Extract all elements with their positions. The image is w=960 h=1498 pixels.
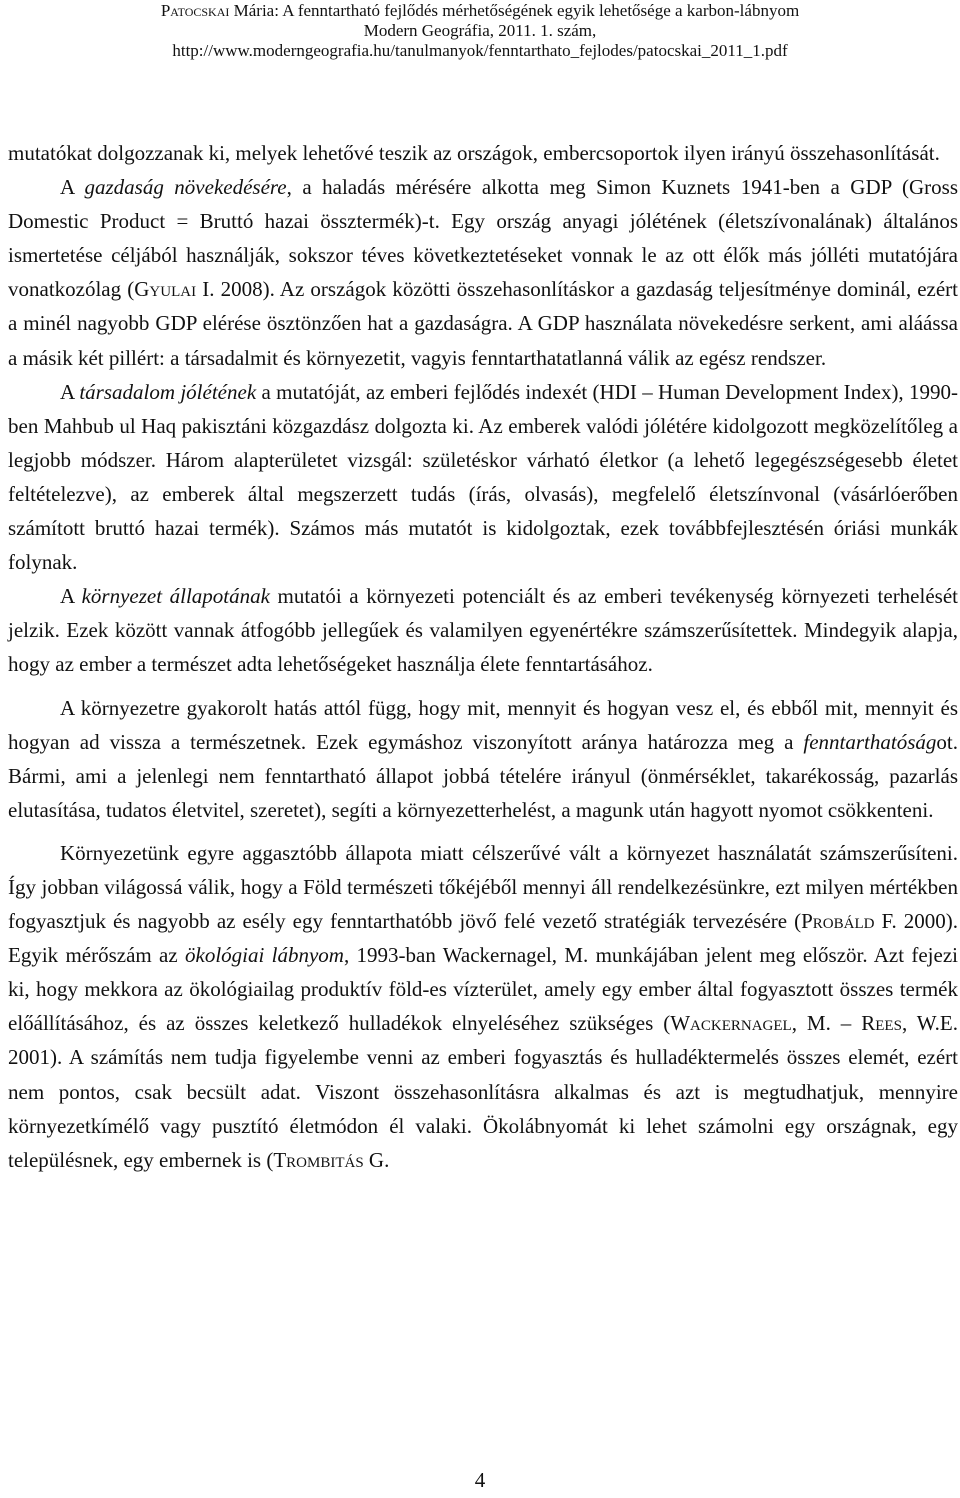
emphasis-text: ökológiai lábnyom bbox=[185, 943, 344, 968]
header-title: Mária: A fenntartható fejlődés mérhetőségének egyik lehetősége a karbon-lábnyom bbox=[229, 1, 800, 20]
header-title-line bbox=[0, 1, 960, 21]
paragraph-text: A bbox=[60, 175, 85, 200]
paragraph-5 bbox=[8, 836, 958, 1177]
paragraph-text: A bbox=[60, 584, 82, 609]
header-author: Patocskai bbox=[160, 1, 230, 20]
paragraph-text: ot. Bármi, ami a jelenlegi nem fenntartható állapot jobbá tételére irányul (önmérséklet, takarékosság, pazarlás elutasítása, tudatos életvitel, szeretet), segíti a környezetterhelést, a magunk után hagyott nyomot csökkenteni. bbox=[8, 729, 958, 822]
paragraph-text: , 1993-ban Wackernagel, M. munkájában jelent meg először. Azt fejezi ki, hogy mekkora az ökológiailag produktív föld-es vízterület, amely egy ember által fogyasztott összes termék előállításához, és az összes keletkező hulladékok elnyeléséhez szükséges ( bbox=[8, 943, 958, 1036]
header-url: http://www.moderngeografia.hu/tanulmanyok/fenntarthato_fejlodes/patocskai_2011_1.pdf bbox=[172, 41, 788, 60]
paragraph-text: F. 2000). Egyik mérőszám az bbox=[8, 909, 958, 968]
emphasis-text: környezet állapotának bbox=[81, 584, 270, 609]
paragraph-4 bbox=[8, 691, 958, 827]
emphasis-text: társadalom jólétének bbox=[79, 379, 257, 404]
page-header bbox=[0, 0, 960, 61]
cited-author: Probáld bbox=[801, 909, 875, 934]
cited-author: Rees bbox=[861, 1011, 902, 1036]
emphasis-text: fenntarthatóság bbox=[803, 729, 937, 754]
paragraph-text: a mutatóját, az emberi fejlődés indexét (HDI – Human Development Index), 1990-ben Mahbub ul Haq pakisztáni közgazdász dolgozta ki. Az emberek valódi jólétére kidolgozott megközelítőleg a legjobb módszer. Három alapterületet vizsgál: születéskor várható életkor (a lehető legegészségesebb életet feltételezve), az emberek által megszerzett tudás (írás, olvasás), megfelelő életszínvonal (vásárlóerőben számított bruttó hazai termék). Számos más mutatót is kidolgoztak, ezek továbbfejlesztésén óriási munkák folynak. bbox=[8, 379, 959, 575]
paragraph-text: Környezetünk egyre aggasztóbb állapota miatt célszerűvé vált a környezet használatát számszerűsíteni. Így jobban világossá válik, hogy a Föld természeti tőkéjéből mennyi áll rendelkezésünkre, ezt milyen mértékben fogyasztjuk és nagyobb az esély egy fenntarthatóbb jövő felé vezető stratégiák tervezésére ( bbox=[8, 840, 958, 934]
cited-author: Trombitás bbox=[273, 1147, 364, 1172]
cited-author: Gyulai bbox=[134, 277, 197, 302]
emphasis-text: gazdaság növekedésére bbox=[84, 175, 287, 200]
paragraph-2 bbox=[8, 375, 958, 580]
paragraph-text: G. bbox=[363, 1147, 390, 1172]
paragraph-text: mutatói a környezeti potenciált és az emberi tevékenység környezeti terhelését jelzik. Ezek között vannak átfogóbb jellegűek és valamilyen egyenértékre számszerűsítettek. Mindegyik alapja, hogy az ember a természet adta lehetőségeket használja élete fenntartásához. bbox=[8, 584, 958, 677]
paragraph-0 bbox=[8, 136, 958, 170]
paragraph-1 bbox=[8, 170, 958, 375]
paragraph-text: , a haladás mérésére alkotta meg Simon Kuznets 1941-ben a GDP (Gross Domestic Product = Bruttó hazai össztermék)-t. Egy ország anyagi jólétének (életszívonalának) általános ismertetése céljából használják, sokszor téves következtetéseket vonnak le az ott élők más jólléti mutatójára vonatkozólag ( bbox=[8, 175, 958, 302]
cited-author: Wackernagel bbox=[670, 1011, 792, 1036]
paragraph-text: A környezetre gyakorolt hatás attól függ, hogy mit, mennyit és hogyan vesz el, és ebből mit, mennyit és hogyan ad vissza a természetnek. Ezek egymáshoz viszonyított aránya határozza meg a bbox=[8, 695, 958, 754]
body-text bbox=[8, 136, 958, 1177]
paragraph-text: , W.E. 2001). A számítás nem tudja figyelembe venni az emberi fogyasztás és hulladéktermelés összes elemét, ezért nem pontos, csak becsült adat. Viszont összehasonlításra alkalmas és azt is megtudhatjuk, mennyire környezetkímélő vagy pusztító életmódon él valaki. Ökolábnyomát ki lehet számolni egy országnak, egy településnek, egy embernek is ( bbox=[8, 1011, 958, 1172]
page-number: 4 bbox=[474, 1468, 486, 1492]
paragraph-3 bbox=[8, 579, 958, 681]
header-journal: Modern Geográfia, 2011. 1. szám, bbox=[363, 21, 597, 40]
paragraph-text: mutatókat dolgozzanak ki, melyek lehetővé teszik az országok, embercsoportok ilyen irányú összehasonlítását. bbox=[8, 141, 940, 165]
paragraph-text: I. 2008). Az országok közötti összehasonlításkor a gazdaság teljesítménye dominál, ezért a minél nagyobb GDP elérése ösztönzően hat a gazdaságra. A GDP használata növekedésre serkent, ami aláássa a másik két pillért: a társadalmit és környezetit, vagyis fenntarthatatlanná válik az egész rendszer. bbox=[8, 277, 959, 370]
paragraph-text: , M. – bbox=[791, 1011, 862, 1036]
paragraph-text: A bbox=[60, 379, 80, 404]
